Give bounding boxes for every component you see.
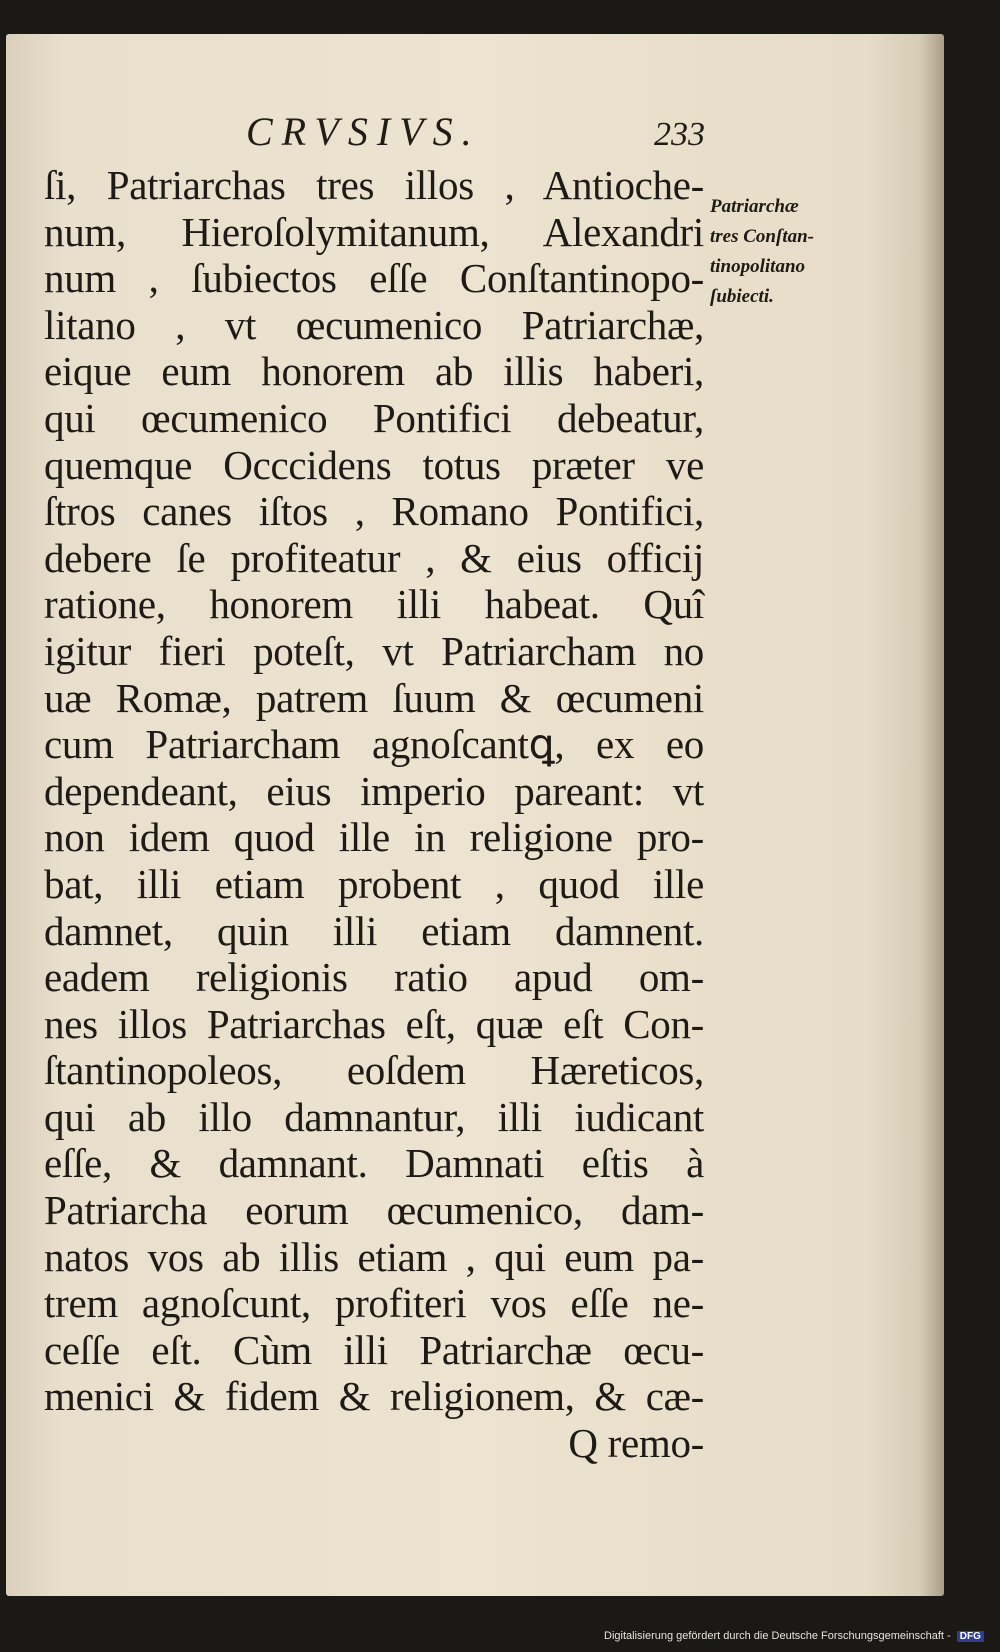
text-line: litano , vt œcumenico Patriarchæ, [44, 301, 704, 348]
text-line: menici & fidem & religionem, & cæ- [44, 1373, 704, 1420]
text-line: num , ſubiectos eſſe Conſtantinopo- [44, 255, 704, 302]
page-number: 233 [654, 116, 705, 153]
catchword-line: Q remo- [568, 1420, 704, 1467]
text-line: eadem religionis ratio apud om- [44, 954, 704, 1001]
dfg-logo: DFG [957, 1631, 984, 1642]
text-line: damnet, quin illi etiam damnent. [44, 907, 704, 954]
text-line: ſi, Patriarchas tres illos , Antioche- [44, 162, 704, 208]
text-line: qui œcumenico Pontifici debeatur, [44, 394, 704, 441]
text-line: dependeant, eius imperio pareant: vt [44, 767, 704, 814]
text-line: eſſe, & damnant. Damnati eſtis à [44, 1140, 704, 1187]
text-line: qui ab illo damnantur, illi iudicant [44, 1093, 704, 1140]
text-line: quemque Occcidens totus præter ve [44, 441, 704, 488]
margin-note [710, 192, 860, 312]
running-head: CRVSIVS. [246, 109, 481, 154]
margin-note-line: tinopolitano [710, 256, 806, 277]
text-line: num, Hieroſolymitanum, Alexandri [44, 208, 704, 255]
text-line: bat, illi etiam probent , quod ille [44, 860, 704, 907]
text-line: natos vos ab illis etiam , qui eum pa- [44, 1233, 704, 1280]
text-line: ceſſe eſt. Cùm illi Patriarchæ œcu- [44, 1326, 704, 1373]
digitization-credit [604, 1630, 984, 1642]
text-line: ſtros canes iſtos , Romano Pontifici, [44, 488, 704, 535]
text-line: Patriarcha eorum œcumenico, dam- [44, 1187, 704, 1234]
text-line: ratione, honorem illi habeat. Quî [44, 581, 704, 628]
text-line: nes illos Patriarchas eſt, quæ eſt Con- [44, 1000, 704, 1047]
margin-note-line: Patriarchæ [710, 196, 799, 217]
margin-note-line: ſubiecti. [710, 286, 774, 307]
margin-note-line: tres Conſtan- [710, 226, 814, 247]
text-line: cum Patriarcham agnoſcantꝗ, ex eo [44, 721, 704, 768]
body-text [44, 162, 704, 1467]
text-line: non idem quod ille in religione pro- [44, 814, 704, 861]
text-line: ſtantinopoleos, eoſdem Hæreticos, [44, 1047, 704, 1094]
digitization-text: Digitalisierung gefördert durch die Deutsche Forschungsgemeinschaft - [604, 1630, 951, 1642]
book-page [6, 34, 944, 1596]
text-line: eique eum honorem ab illis haberi, [44, 348, 704, 395]
text-line: uæ Romæ, patrem ſuum & œcumeni [44, 674, 704, 721]
text-line: igitur fieri poteſt, vt Patriarcham no [44, 627, 704, 674]
text-line: debere ſe profiteatur , & eius officij [44, 534, 704, 581]
text-line: trem agnoſcunt, profiteri vos eſſe ne- [44, 1280, 704, 1327]
